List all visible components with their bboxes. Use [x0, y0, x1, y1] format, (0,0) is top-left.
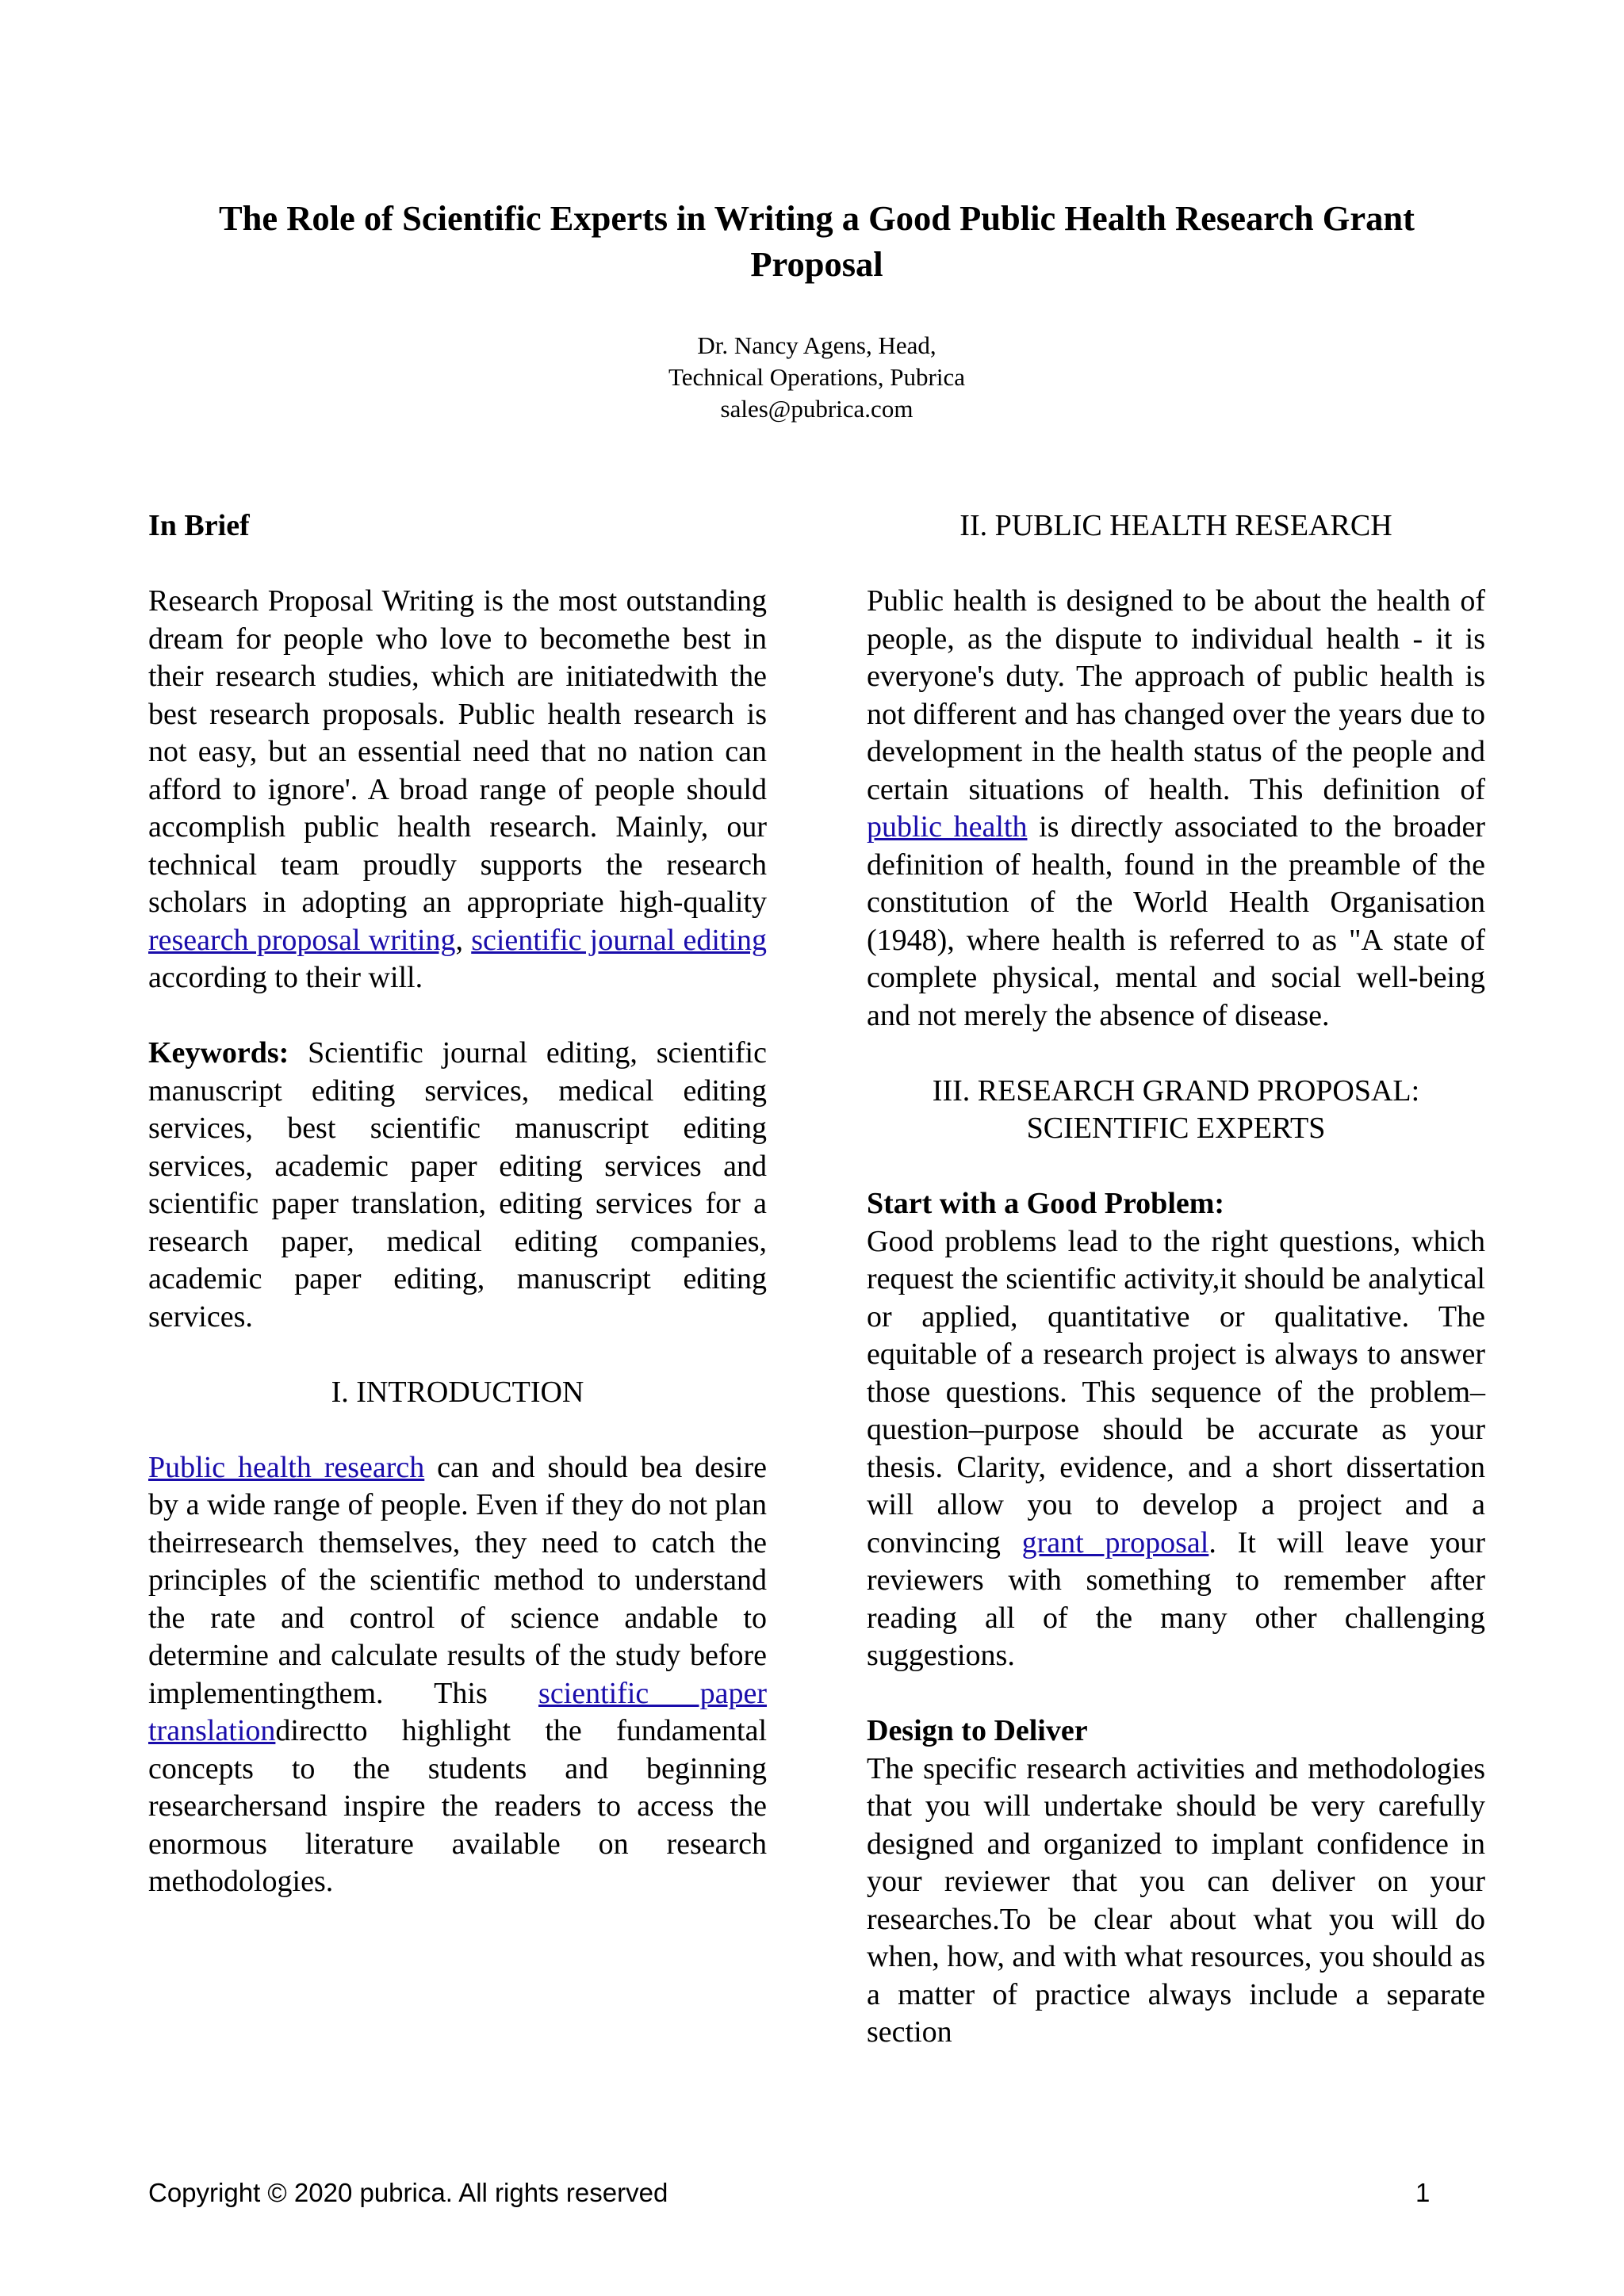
author-email: sales@pubrica.com — [720, 395, 914, 423]
ph-text-1: Public health is designed to be about the health of people, as the dispute to individual health - it is everyone's duty. The approach of public health is not different and has changed over the years due to development in the health status of the people and certain situations of health. This definition of — [867, 584, 1485, 806]
design-to-deliver-paragraph: The specific research activities and methodologies that you will undertake should be very carefully designed and organized to implant confidence in your reviewer that you can deliver on your researches.To be clear about what you will do when, how, and with what resources, you should as a matter of practice always include a separate section — [867, 1751, 1485, 2049]
public-health-research-heading: II. PUBLIC HEALTH RESEARCH — [959, 509, 1392, 542]
intro-text-1: can and should bea desire by a wide range of people. Even if they do not plan theirresearch themselves, they need to catch the principles of the scientific method to understand the rate and control of science andable to determine and calculate results of the study before implementingthem. This — [148, 1450, 767, 1710]
good-problem-paragraph — [867, 1223, 1485, 1675]
page-number: 1 — [1415, 2178, 1431, 2207]
sub1-text-2: . It will leave your reviewers with something to remember after reading all of the many other challenging suggestions. — [867, 1525, 1485, 1672]
ph-text-2: is directly associated to the broader definition of health, found in the preamble of the constitution of the World Health Organisation (1948), where health is referred to as "A state of complete physical, mental and social well-being and not merely the absence of disease. — [867, 810, 1485, 1032]
author-affiliation: Technical Operations, Pubrica — [668, 363, 965, 391]
grand-proposal-heading-line2: SCIENTIFIC EXPERTS — [1026, 1112, 1326, 1145]
intro-text-2: directto highlight the fundamental concepts to the students and beginning researchersand inspire the readers to access the enormous literature available on research methodologies. — [148, 1714, 767, 1898]
left-column — [148, 507, 767, 1901]
paper-title: The Role of Scientific Experts in Writing a Good Public Health Research Grant Proposal — [218, 198, 1415, 284]
research-proposal-writing-link[interactable]: research proposal writing — [148, 923, 456, 957]
design-to-deliver-heading: Design to Deliver — [867, 1714, 1088, 1747]
author-block — [444, 330, 1189, 425]
keywords-text: Scientific journal editing, scientific manuscript editing services, medical editing services, best scientific manuscript editing services, academic paper editing services and scientific paper translation, editing services for a research paper, medical editing companies, academic paper editing, manuscript editing services. — [148, 1036, 767, 1334]
brief-text-1: Research Proposal Writing is the most outstanding dream for people who love to becomethe best in their research studies, which are initiatedwith the best research proposals. Public health research is not easy, but an essential need that no nation can afford to ignore'. A broad range of people should accomplish public health research. Mainly, our technical team proudly supports the research scholars in adopting an appropriate high-quality — [148, 584, 767, 919]
footer-copyright: Copyright © 2020 pubrica. All rights reserved — [148, 2178, 668, 2207]
brief-text-2: , — [455, 923, 472, 957]
sub1-text-1: Good problems lead to the right questions, which request the scientific activity,it should be analytical or applied, quantitative or qualitative. The equitable of a research project is always to answer those questions. This sequence of the problem–question–purpose should be accurate as your thesis. Clarity, evidence, and a short dissertation will allow you to develop a project and a convincing — [867, 1224, 1485, 1559]
in-brief-heading: In Brief — [148, 509, 250, 542]
introduction-paragraph — [148, 1449, 767, 1901]
grand-proposal-heading-line1: III. RESEARCH GRAND PROPOSAL: — [932, 1073, 1420, 1108]
keywords-paragraph — [148, 1035, 767, 1336]
scientific-journal-editing-link[interactable]: scientific journal editing — [471, 923, 768, 957]
public-health-link[interactable]: public health — [867, 810, 1028, 844]
grant-proposal-link[interactable]: grant proposal — [1021, 1525, 1209, 1559]
author-name: Dr. Nancy Agens, Head, — [697, 331, 936, 359]
keywords-label: Keywords: — [148, 1036, 289, 1070]
brief-text-3: according to their will. — [148, 961, 423, 994]
public-health-research-link[interactable]: Public health research — [148, 1450, 425, 1484]
right-column — [867, 507, 1485, 2052]
good-problem-heading: Start with a Good Problem: — [867, 1187, 1225, 1220]
brief-paragraph — [148, 583, 767, 997]
introduction-heading: I. INTRODUCTION — [331, 1375, 584, 1409]
scientific-paper-translation-link[interactable]: scientific paper translation — [148, 1676, 767, 1747]
public-health-paragraph — [867, 583, 1485, 1035]
